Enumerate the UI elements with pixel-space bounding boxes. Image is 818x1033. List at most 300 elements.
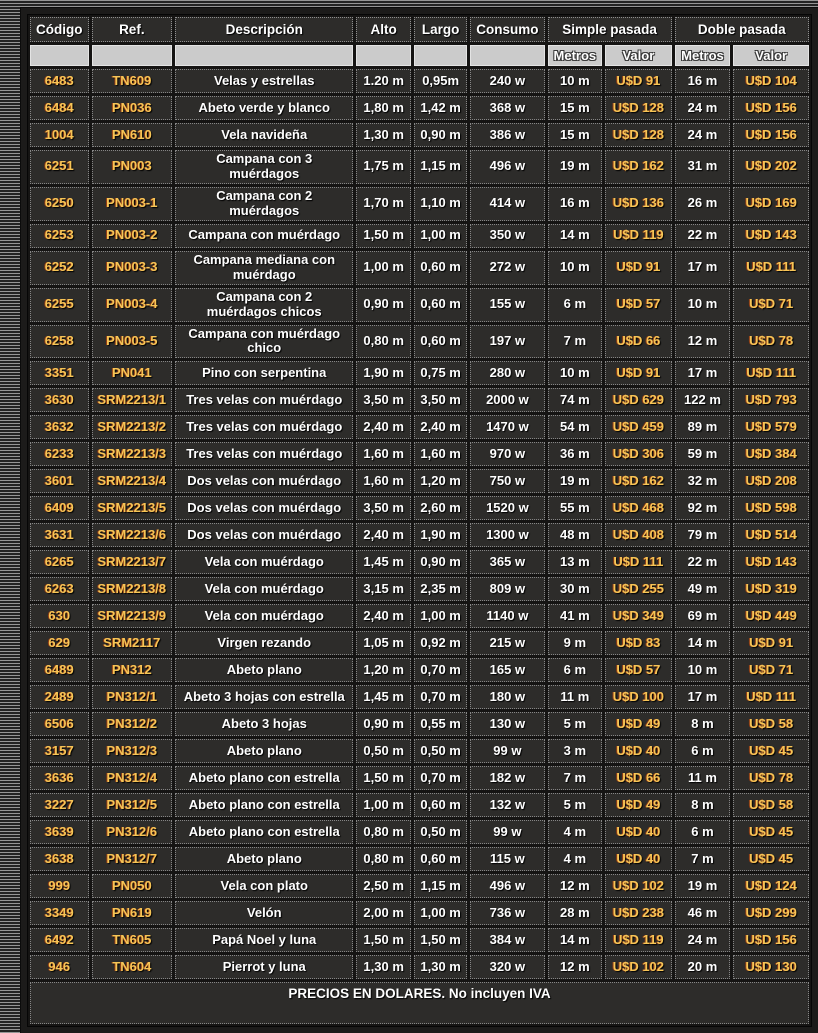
cell-simple_metros: 14 m (548, 224, 603, 248)
cell-descripcion: Vela navideña (175, 123, 353, 147)
cell-alto: 3,15 m (356, 577, 411, 601)
cell-largo: 0,50 m (414, 739, 467, 763)
header-ref: Ref. (92, 17, 173, 42)
cell-consumo: 1300 w (470, 523, 544, 547)
cell-doble_valor: U$D 169 (733, 187, 809, 221)
cell-alto: 1,05 m (356, 631, 411, 655)
cell-doble_valor: U$D 91 (733, 631, 809, 655)
cell-codigo: 1004 (30, 123, 89, 147)
cell-doble_metros: 7 m (675, 847, 731, 871)
cell-ref: PN003-4 (92, 288, 173, 322)
table-row (30, 820, 809, 844)
cell-largo: 0,75 m (414, 361, 467, 385)
cell-doble_valor: U$D 45 (733, 820, 809, 844)
header-alto: Alto (356, 17, 411, 42)
cell-descripcion: Vela con muérdago (175, 604, 353, 628)
cell-doble_metros: 32 m (675, 469, 731, 493)
cell-largo: 0,95m (414, 69, 467, 93)
cell-simple_metros: 19 m (548, 469, 603, 493)
cell-simple_metros: 10 m (548, 69, 603, 93)
cell-simple_valor: U$D 57 (605, 658, 671, 682)
cell-simple_metros: 7 m (548, 325, 603, 359)
cell-ref: SRM2117 (92, 631, 173, 655)
cell-ref: PN050 (92, 874, 173, 898)
cell-largo: 1,15 m (414, 150, 467, 184)
header-simple-pasada: Simple pasada (548, 17, 672, 42)
subheader-empty-codigo (30, 45, 89, 66)
cell-largo: 1,15 m (414, 874, 467, 898)
cell-doble_metros: 11 m (675, 766, 731, 790)
cell-largo: 0,60 m (414, 288, 467, 322)
cell-ref: PN003 (92, 150, 173, 184)
subheader-row (30, 45, 809, 66)
cell-simple_metros: 36 m (548, 442, 603, 466)
cell-consumo: 496 w (470, 150, 544, 184)
cell-largo: 1,10 m (414, 187, 467, 221)
header-descripcion: Descripción (175, 17, 353, 42)
header-codigo: Código (30, 17, 89, 42)
table-row (30, 550, 809, 574)
cell-codigo: 2489 (30, 685, 89, 709)
cell-ref: TN604 (92, 955, 173, 979)
cell-alto: 1,60 m (356, 469, 411, 493)
cell-largo: 0,60 m (414, 847, 467, 871)
table-row (30, 631, 809, 655)
cell-doble_valor: U$D 143 (733, 550, 809, 574)
cell-simple_valor: U$D 349 (605, 604, 671, 628)
cell-simple_valor: U$D 102 (605, 874, 671, 898)
cell-doble_valor: U$D 71 (733, 658, 809, 682)
cell-alto: 1,45 m (356, 550, 411, 574)
cell-doble_valor: U$D 384 (733, 442, 809, 466)
cell-simple_metros: 55 m (548, 496, 603, 520)
cell-simple_valor: U$D 306 (605, 442, 671, 466)
cell-consumo: 368 w (470, 96, 544, 120)
table-row (30, 523, 809, 547)
cell-largo: 0,55 m (414, 712, 467, 736)
footer-note: PRECIOS EN DOLARES. No incluyen IVA (30, 982, 809, 1024)
cell-ref: PN003-3 (92, 251, 173, 285)
cell-codigo: 3630 (30, 388, 89, 412)
cell-codigo: 999 (30, 874, 89, 898)
cell-ref: PN312/2 (92, 712, 173, 736)
cell-largo: 1,00 m (414, 604, 467, 628)
cell-doble_valor: U$D 319 (733, 577, 809, 601)
cell-doble_valor: U$D 156 (733, 928, 809, 952)
subheader-doble-metros: Metros (675, 45, 731, 66)
cell-codigo: 629 (30, 631, 89, 655)
cell-doble_valor: U$D 111 (733, 685, 809, 709)
cell-simple_metros: 41 m (548, 604, 603, 628)
cell-doble_metros: 122 m (675, 388, 731, 412)
cell-descripcion: Campana con muérdago chico (175, 325, 353, 359)
cell-doble_valor: U$D 579 (733, 415, 809, 439)
cell-descripcion: Dos velas con muérdago (175, 469, 353, 493)
cell-ref: TN605 (92, 928, 173, 952)
cell-consumo: 736 w (470, 901, 544, 925)
cell-doble_valor: U$D 104 (733, 69, 809, 93)
cell-descripcion: Dos velas con muérdago (175, 523, 353, 547)
table-row (30, 150, 809, 184)
cell-doble_valor: U$D 71 (733, 288, 809, 322)
cell-simple_valor: U$D 238 (605, 901, 671, 925)
table-row (30, 658, 809, 682)
cell-simple_metros: 6 m (548, 658, 603, 682)
cell-alto: 1,00 m (356, 793, 411, 817)
cell-doble_valor: U$D 793 (733, 388, 809, 412)
cell-consumo: 970 w (470, 442, 544, 466)
cell-simple_metros: 10 m (548, 361, 603, 385)
table-row (30, 288, 809, 322)
cell-doble_valor: U$D 111 (733, 361, 809, 385)
cell-simple_valor: U$D 459 (605, 415, 671, 439)
cell-consumo: 215 w (470, 631, 544, 655)
cell-simple_valor: U$D 629 (605, 388, 671, 412)
table-header (30, 17, 809, 66)
cell-consumo: 1470 w (470, 415, 544, 439)
table-row (30, 96, 809, 120)
cell-simple_valor: U$D 40 (605, 847, 671, 871)
cell-codigo: 3227 (30, 793, 89, 817)
subheader-doble-valor: Valor (733, 45, 809, 66)
cell-simple_valor: U$D 136 (605, 187, 671, 221)
cell-descripcion: Abeto plano (175, 847, 353, 871)
cell-alto: 1,50 m (356, 928, 411, 952)
cell-alto: 0,90 m (356, 712, 411, 736)
cell-alto: 0,80 m (356, 847, 411, 871)
cell-alto: 2,50 m (356, 874, 411, 898)
cell-ref: PN619 (92, 901, 173, 925)
cell-simple_valor: U$D 255 (605, 577, 671, 601)
cell-descripcion: Pierrot y luna (175, 955, 353, 979)
table-row (30, 442, 809, 466)
cell-doble_valor: U$D 78 (733, 766, 809, 790)
cell-ref: SRM2213/5 (92, 496, 173, 520)
cell-codigo: 6252 (30, 251, 89, 285)
table-row (30, 469, 809, 493)
cell-codigo: 6233 (30, 442, 89, 466)
cell-consumo: 386 w (470, 123, 544, 147)
cell-ref: PN312/6 (92, 820, 173, 844)
cell-alto: 2,40 m (356, 604, 411, 628)
cell-consumo: 384 w (470, 928, 544, 952)
cell-consumo: 750 w (470, 469, 544, 493)
table-row (30, 123, 809, 147)
cell-simple_metros: 4 m (548, 847, 603, 871)
cell-descripcion: Papá Noel y luna (175, 928, 353, 952)
cell-alto: 0,80 m (356, 325, 411, 359)
cell-largo: 2,35 m (414, 577, 467, 601)
cell-doble_metros: 17 m (675, 251, 731, 285)
cell-ref: PN003-5 (92, 325, 173, 359)
cell-doble_metros: 17 m (675, 361, 731, 385)
cell-simple_valor: U$D 91 (605, 251, 671, 285)
cell-largo: 2,60 m (414, 496, 467, 520)
cell-descripcion: Abeto 3 hojas con estrella (175, 685, 353, 709)
table-row (30, 415, 809, 439)
cell-descripcion: Velón (175, 901, 353, 925)
cell-simple_valor: U$D 40 (605, 739, 671, 763)
cell-alto: 1,00 m (356, 251, 411, 285)
cell-simple_metros: 3 m (548, 739, 603, 763)
cell-codigo: 6255 (30, 288, 89, 322)
cell-alto: 0,80 m (356, 820, 411, 844)
cell-doble_metros: 10 m (675, 658, 731, 682)
cell-doble_valor: U$D 130 (733, 955, 809, 979)
cell-doble_valor: U$D 45 (733, 847, 809, 871)
cell-consumo: 180 w (470, 685, 544, 709)
cell-descripcion: Campana mediana con muérdago (175, 251, 353, 285)
cell-ref: SRM2213/2 (92, 415, 173, 439)
cell-alto: 1,90 m (356, 361, 411, 385)
cell-simple_valor: U$D 57 (605, 288, 671, 322)
cell-largo: 1,30 m (414, 955, 467, 979)
cell-alto: 2,00 m (356, 901, 411, 925)
table-row (30, 901, 809, 925)
cell-alto: 1,50 m (356, 766, 411, 790)
price-table (21, 8, 818, 1033)
cell-simple_valor: U$D 66 (605, 325, 671, 359)
cell-largo: 0,92 m (414, 631, 467, 655)
cell-consumo: 182 w (470, 766, 544, 790)
subheader-empty-alto (356, 45, 411, 66)
cell-ref: PN003-1 (92, 187, 173, 221)
cell-doble_metros: 24 m (675, 928, 731, 952)
table-row (30, 739, 809, 763)
cell-largo: 1,90 m (414, 523, 467, 547)
subheader-empty-descripcion (175, 45, 353, 66)
cell-doble_valor: U$D 124 (733, 874, 809, 898)
cell-codigo: 6409 (30, 496, 89, 520)
cell-ref: PN003-2 (92, 224, 173, 248)
cell-descripcion: Tres velas con muérdago (175, 388, 353, 412)
table-row (30, 847, 809, 871)
cell-alto: 2,40 m (356, 415, 411, 439)
table-row (30, 685, 809, 709)
cell-doble_metros: 31 m (675, 150, 731, 184)
cell-largo: 0,90 m (414, 123, 467, 147)
cell-doble_valor: U$D 208 (733, 469, 809, 493)
cell-descripcion: Virgen rezando (175, 631, 353, 655)
cell-codigo: 3632 (30, 415, 89, 439)
cell-simple_valor: U$D 162 (605, 469, 671, 493)
cell-descripcion: Campana con muérdago (175, 224, 353, 248)
cell-simple_valor: U$D 468 (605, 496, 671, 520)
cell-largo: 1,50 m (414, 928, 467, 952)
cell-alto: 0,90 m (356, 288, 411, 322)
cell-descripcion: Abeto plano con estrella (175, 820, 353, 844)
cell-alto: 1,70 m (356, 187, 411, 221)
cell-doble_metros: 89 m (675, 415, 731, 439)
footer-row (30, 982, 809, 1024)
cell-consumo: 1520 w (470, 496, 544, 520)
cell-alto: 1,30 m (356, 123, 411, 147)
cell-ref: PN312/5 (92, 793, 173, 817)
cell-ref: SRM2213/3 (92, 442, 173, 466)
cell-ref: PN312 (92, 658, 173, 682)
cell-consumo: 2000 w (470, 388, 544, 412)
cell-ref: TN609 (92, 69, 173, 93)
cell-doble_metros: 92 m (675, 496, 731, 520)
cell-consumo: 155 w (470, 288, 544, 322)
cell-simple_metros: 11 m (548, 685, 603, 709)
cell-alto: 1,50 m (356, 224, 411, 248)
header-doble-pasada: Doble pasada (675, 17, 809, 42)
cell-simple_valor: U$D 102 (605, 955, 671, 979)
cell-alto: 1,20 m (356, 658, 411, 682)
table-row (30, 325, 809, 359)
cell-doble_valor: U$D 58 (733, 793, 809, 817)
table-row (30, 577, 809, 601)
cell-ref: SRM2213/8 (92, 577, 173, 601)
cell-alto: 3,50 m (356, 388, 411, 412)
subheader-simple-valor: Valor (605, 45, 671, 66)
cell-simple_metros: 28 m (548, 901, 603, 925)
cell-ref: PN312/7 (92, 847, 173, 871)
cell-doble_valor: U$D 156 (733, 96, 809, 120)
cell-ref: PN610 (92, 123, 173, 147)
subheader-empty-largo (414, 45, 467, 66)
cell-simple_valor: U$D 40 (605, 820, 671, 844)
header-row (30, 17, 809, 42)
cell-consumo: 130 w (470, 712, 544, 736)
cell-doble_metros: 14 m (675, 631, 731, 655)
cell-alto: 3,50 m (356, 496, 411, 520)
cell-simple_metros: 30 m (548, 577, 603, 601)
cell-doble_metros: 69 m (675, 604, 731, 628)
cell-codigo: 3351 (30, 361, 89, 385)
cell-alto: 2,40 m (356, 523, 411, 547)
cell-consumo: 197 w (470, 325, 544, 359)
table-row (30, 955, 809, 979)
cell-ref: PN312/1 (92, 685, 173, 709)
cell-largo: 0,60 m (414, 251, 467, 285)
cell-descripcion: Dos velas con muérdago (175, 496, 353, 520)
cell-simple_metros: 16 m (548, 187, 603, 221)
cell-simple_metros: 7 m (548, 766, 603, 790)
cell-alto: 1,30 m (356, 955, 411, 979)
cell-doble_metros: 8 m (675, 793, 731, 817)
cell-largo: 1,00 m (414, 224, 467, 248)
table-row (30, 712, 809, 736)
cell-simple_valor: U$D 91 (605, 69, 671, 93)
table-row (30, 766, 809, 790)
cell-simple_metros: 74 m (548, 388, 603, 412)
table-footer (30, 982, 809, 1024)
cell-doble_valor: U$D 202 (733, 150, 809, 184)
header-consumo: Consumo (470, 17, 544, 42)
cell-consumo: 414 w (470, 187, 544, 221)
cell-doble_valor: U$D 156 (733, 123, 809, 147)
cell-largo: 1,42 m (414, 96, 467, 120)
cell-simple_metros: 12 m (548, 955, 603, 979)
cell-codigo: 946 (30, 955, 89, 979)
cell-doble_metros: 22 m (675, 550, 731, 574)
cell-simple_valor: U$D 91 (605, 361, 671, 385)
cell-descripcion: Pino con serpentina (175, 361, 353, 385)
cell-codigo: 3157 (30, 739, 89, 763)
cell-consumo: 350 w (470, 224, 544, 248)
cell-doble_metros: 10 m (675, 288, 731, 322)
cell-ref: PN041 (92, 361, 173, 385)
cell-codigo: 6251 (30, 150, 89, 184)
cell-doble_metros: 12 m (675, 325, 731, 359)
cell-simple_metros: 15 m (548, 123, 603, 147)
cell-descripcion: Campana con 3 muérdagos (175, 150, 353, 184)
table-body (30, 69, 809, 979)
table-row (30, 361, 809, 385)
cell-largo: 2,40 m (414, 415, 467, 439)
cell-codigo: 6506 (30, 712, 89, 736)
cell-doble_valor: U$D 78 (733, 325, 809, 359)
cell-alto: 1.20 m (356, 69, 411, 93)
cell-simple_metros: 10 m (548, 251, 603, 285)
cell-consumo: 365 w (470, 550, 544, 574)
cell-simple_metros: 13 m (548, 550, 603, 574)
cell-ref: SRM2213/9 (92, 604, 173, 628)
table-row (30, 224, 809, 248)
cell-simple_metros: 5 m (548, 712, 603, 736)
cell-simple_valor: U$D 119 (605, 928, 671, 952)
cell-consumo: 99 w (470, 739, 544, 763)
cell-consumo: 115 w (470, 847, 544, 871)
cell-codigo: 3349 (30, 901, 89, 925)
cell-largo: 3,50 m (414, 388, 467, 412)
cell-largo: 0,70 m (414, 685, 467, 709)
cell-descripcion: Abeto plano con estrella (175, 793, 353, 817)
cell-largo: 0,60 m (414, 793, 467, 817)
cell-descripcion: Abeto verde y blanco (175, 96, 353, 120)
cell-simple_metros: 4 m (548, 820, 603, 844)
cell-doble_metros: 24 m (675, 123, 731, 147)
cell-consumo: 496 w (470, 874, 544, 898)
cell-largo: 0,50 m (414, 820, 467, 844)
cell-doble_valor: U$D 111 (733, 251, 809, 285)
cell-simple_metros: 48 m (548, 523, 603, 547)
cell-descripcion: Velas y estrellas (175, 69, 353, 93)
cell-simple_valor: U$D 119 (605, 224, 671, 248)
cell-codigo: 6253 (30, 224, 89, 248)
cell-simple_valor: U$D 128 (605, 123, 671, 147)
cell-codigo: 3639 (30, 820, 89, 844)
cell-doble_metros: 16 m (675, 69, 731, 93)
cell-doble_valor: U$D 45 (733, 739, 809, 763)
cell-codigo: 6263 (30, 577, 89, 601)
cell-doble_metros: 8 m (675, 712, 731, 736)
cell-alto: 1,80 m (356, 96, 411, 120)
cell-descripcion: Vela con muérdago (175, 577, 353, 601)
cell-alto: 1,60 m (356, 442, 411, 466)
cell-consumo: 132 w (470, 793, 544, 817)
cell-doble_valor: U$D 449 (733, 604, 809, 628)
cell-codigo: 630 (30, 604, 89, 628)
cell-simple_metros: 9 m (548, 631, 603, 655)
cell-simple_metros: 5 m (548, 793, 603, 817)
subheader-simple-metros: Metros (548, 45, 603, 66)
cell-codigo: 6265 (30, 550, 89, 574)
cell-descripcion: Abeto plano (175, 739, 353, 763)
cell-simple_valor: U$D 66 (605, 766, 671, 790)
cell-ref: SRM2213/7 (92, 550, 173, 574)
cell-simple_valor: U$D 162 (605, 150, 671, 184)
cell-alto: 1,45 m (356, 685, 411, 709)
cell-simple_valor: U$D 128 (605, 96, 671, 120)
cell-descripcion: Vela con plato (175, 874, 353, 898)
cell-descripcion: Campana con 2 muérdagos (175, 187, 353, 221)
cell-doble_metros: 6 m (675, 739, 731, 763)
cell-consumo: 280 w (470, 361, 544, 385)
cell-descripcion: Abeto plano (175, 658, 353, 682)
